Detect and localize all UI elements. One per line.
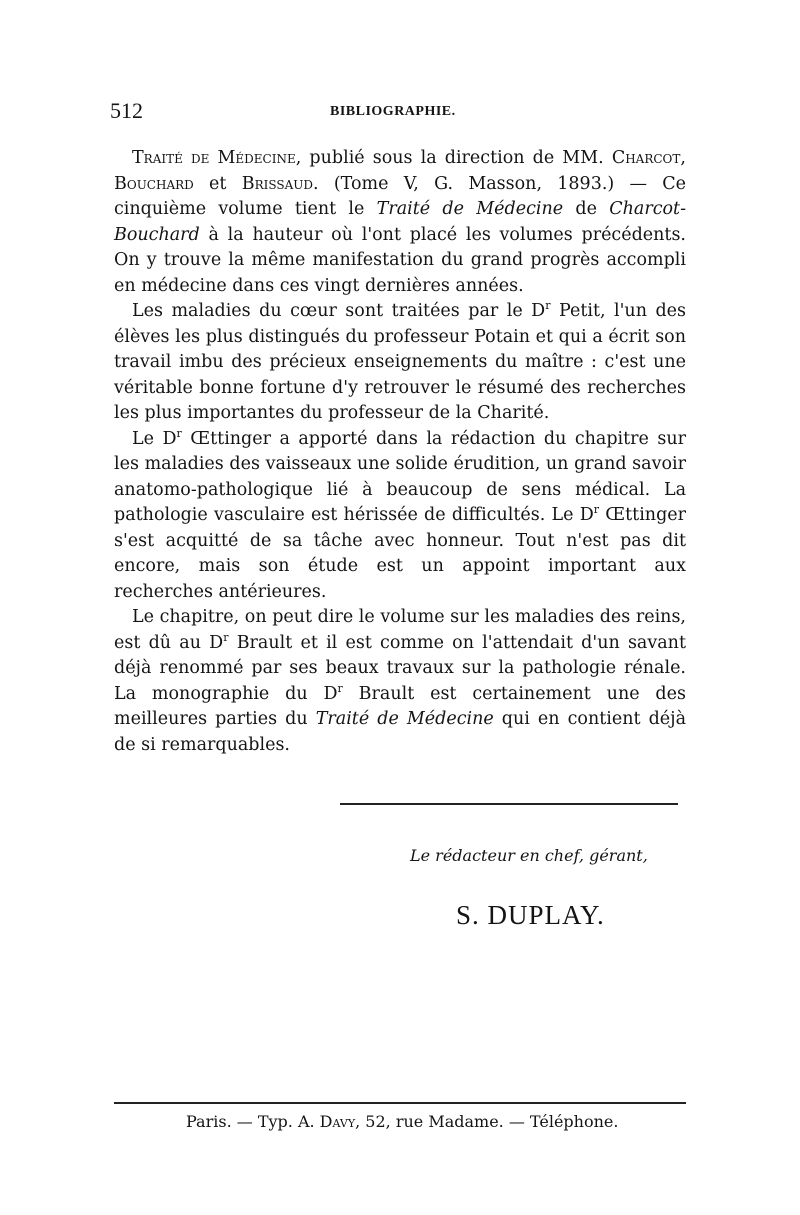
page-number: 512 <box>110 98 143 123</box>
paragraph-1 <box>114 146 686 299</box>
text-run: , 52, rue Madame. — Téléphone. <box>355 1112 619 1131</box>
text-run: . (Tome V, G. Masson, 1893.) — Ce cinquième volume tient le <box>114 173 687 219</box>
text-run: Paris. — Typ. A. <box>186 1112 320 1131</box>
book-title-word: Traité <box>132 148 183 168</box>
superscript: r <box>593 503 599 517</box>
running-head: BIBLIOGRAPHIE. <box>330 104 456 119</box>
printer-name: Davy <box>319 1112 356 1131</box>
section-divider <box>340 803 678 805</box>
superscript: r <box>176 426 182 440</box>
text-run: , publié sous la direction de MM. <box>295 148 612 168</box>
text-run: , <box>680 148 686 168</box>
text-run: et <box>193 173 242 194</box>
text-run: Petit, l'un des élèves les plus distingués du professeur Potain et qui a écrit son travail imbu des précieux enseignements du maître : c'est une véritable bonne fortune d'y retrouver le résumé des recherches les plus importantes du professeur de la Charité. <box>114 301 687 423</box>
superscript: r <box>545 299 551 313</box>
signature-name: S. DUPLAY. <box>456 900 605 930</box>
italic-title: Traité de Médecine <box>315 709 494 729</box>
superscript: r <box>337 681 343 695</box>
author-name: Bouchard <box>114 173 194 194</box>
book-title-word: Médecine <box>217 148 296 168</box>
italic-title: Charcot-Bouchard <box>114 199 687 245</box>
paragraph-3 <box>114 427 686 606</box>
review-text <box>114 146 686 758</box>
signature-title: Le rédacteur en chef, gérant, <box>410 846 648 865</box>
text-run: Brault est certainement une des meilleures parties du <box>114 683 686 729</box>
text-run: Les maladies du cœur sont traitées par le D <box>132 301 546 321</box>
printer-footer <box>186 1112 618 1131</box>
book-title-word: de <box>191 148 210 168</box>
footer-divider <box>114 1102 686 1104</box>
italic-title: Traité de Médecine <box>376 199 564 219</box>
text-run: Œttinger s'est acquitté de sa tâche avec honneur. Tout n'est pas dit encore, mais son étude est un appoint important aux recherches antérieures. <box>114 505 686 602</box>
text-run: qui en contient déjà de si remarquables. <box>114 709 687 755</box>
author-name: Brissaud <box>241 173 313 194</box>
paragraph-2 <box>114 299 686 427</box>
text-run: Le chapitre, on peut dire le volume sur les maladies des reins, est dû au D <box>114 607 686 653</box>
paragraph-4 <box>114 605 686 758</box>
text-run: Le D <box>132 428 177 449</box>
superscript: r <box>223 630 229 644</box>
text-run: à la hauteur où l'ont placé les volumes précédents. On y trouve la même manifestation du grand progrès accompli en médecine dans ces vingt dernières années. <box>114 224 686 296</box>
text-run: Brault et il est comme on l'attendait d'un savant déjà renommé par ses beaux travaux sur la pathologie rénale. La monographie du D <box>114 632 686 704</box>
text-run: Œttinger a apporté dans la rédaction du chapitre sur les maladies des vaisseaux une solide érudition, un grand savoir anatomo-pathologique lié à beaucoup de sens médical. La pathologie vasculaire est hérissée de difficultés. Le D <box>114 428 686 525</box>
author-name: Charcot <box>611 148 681 168</box>
text-run: de <box>563 199 610 219</box>
